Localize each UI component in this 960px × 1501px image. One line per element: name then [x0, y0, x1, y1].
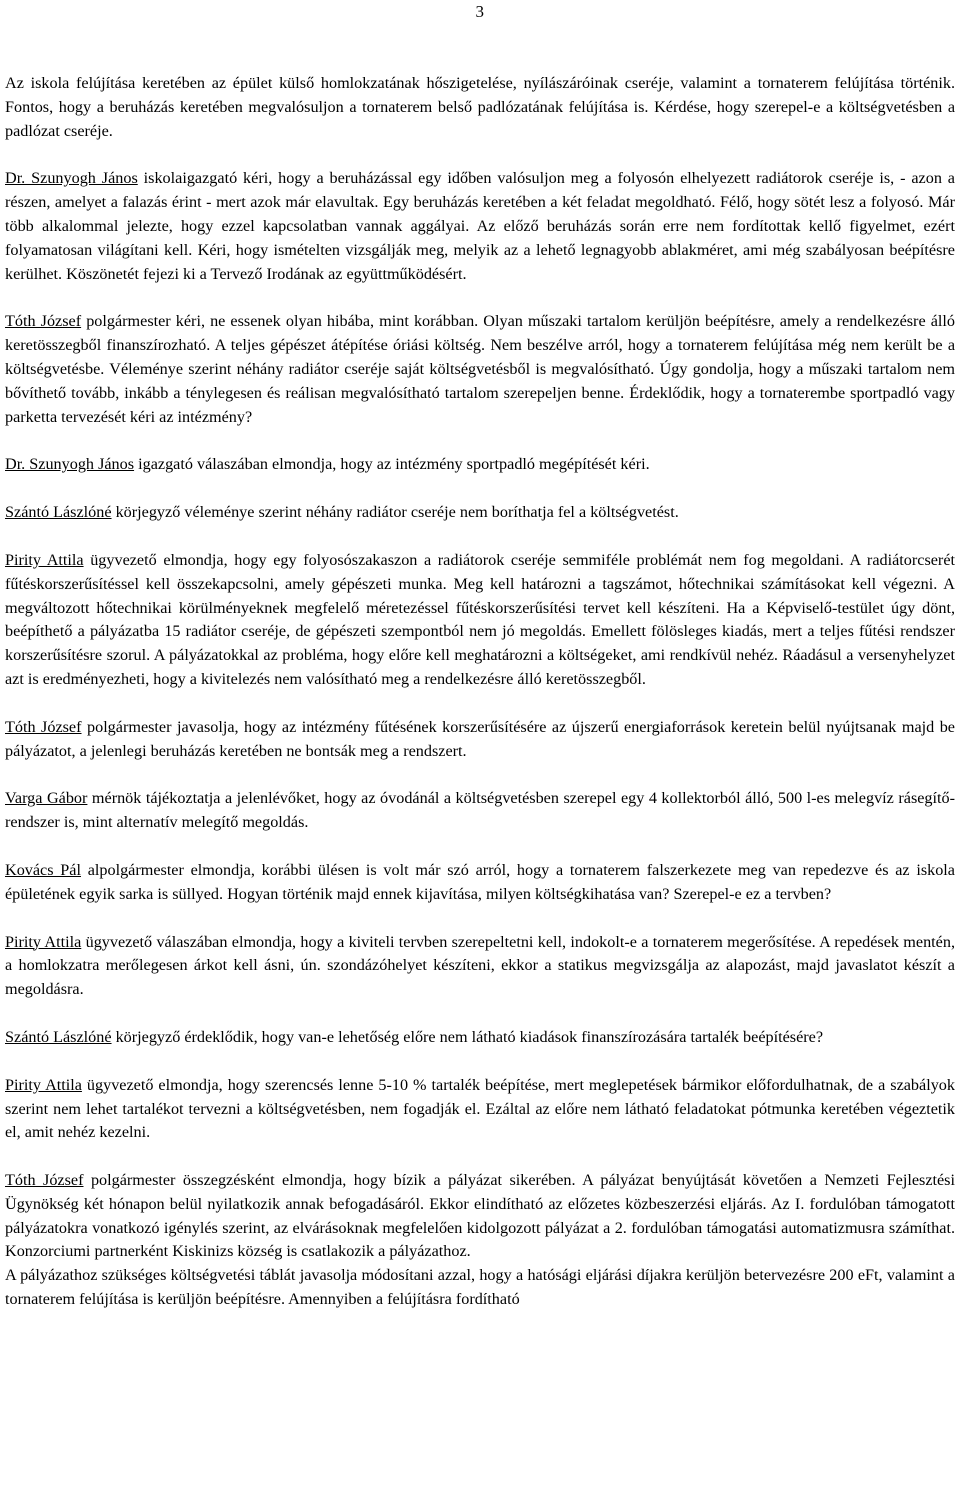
paragraph-intro [5, 72, 955, 143]
speaker-name: Dr. Szunyogh János [5, 169, 138, 188]
paragraph-speech [5, 1074, 955, 1145]
speaker-name: Tóth József [5, 312, 82, 331]
speaker-name: Kovács Pál [5, 860, 81, 879]
speaker-name: Pirity Attila [5, 932, 82, 951]
paragraph-text: igazgató válaszában elmondja, hogy az intézmény sportpadló megépítését kéri. [134, 455, 650, 474]
paragraph-text: alpolgármester elmondja, korábbi ülésen is volt már szó arról, hogy a tornaterem falszerkezete meg van repedezve és az iskola épületének egyik sarka is süllyed. Hogyan történik majd ennek kijavítása, milyen költségkihatása van? Szerepel-e ez a tervben? [5, 860, 955, 903]
speaker-name: Tóth József [5, 717, 82, 736]
paragraph-speech [5, 1026, 955, 1050]
paragraph-text: körjegyző véleménye szerint néhány radiátor cseréje nem boríthatja fel a költségvetést. [111, 503, 679, 522]
paragraph-text: ügyvezető elmondja, hogy szerencsés lenne 5-10 % tartalék beépítése, mert meglepetések bármikor előfordulhatnak, de a szabályok szerint nem lehet tartalékot tervezni a költségvetésben, nem fogadják el. Ezáltal az előre nem látható feladatokat pótmunka keretében végeztetik el, amit nehéz kezelni. [5, 1075, 955, 1142]
speaker-name: Szántó Lászlóné [5, 503, 112, 522]
paragraph-text: ügyvezető elmondja, hogy egy folyosószakaszon a radiátorok cseréje semmiféle problémát nem fog megoldani. A radiátorcserét fűtéskorszerűsítéssel kell összekapcsolni, amely gépészeti munka. Meg kell határozni a tagszámot, hőtechnikai számításokat kell végezni. A megváltozott hőtechnikai körülményeknek megfelelő méretezéssel fűtéskorszerűsítési tervet kell készíteni. Ha a Képviselő-testület úgy dönt, beépíthető a pályázatba 15 radiátor cseréje, de gépészeti szempontból nem jó megoldás. Emellett fölösleges kiadás, mert a teljes fűtési rendszer korszerűsítésre szorul. A pályázatokkal az probléma, hogy előre kell meghatározni a költségeket, ami rendkívül nehéz. Ráadásul a versenyhelyzet azt is eredményezheti, hogy a kivitelezés nem valósítható meg a rendelkezésre álló keretösszegből. [5, 550, 956, 688]
paragraph-text: iskolaigazgató kéri, hogy a beruházással egy időben valósuljon meg a folyosón elhelyezett radiátorok cseréje is, - azon a részen, amelyet a falazás érint - mert azok már elavultak. Egy beruházás keretében a két feladat megoldható. Félő, hogy sötét lesz a folyosó. Már több alkalommal jelezte, hogy ezzel kapcsolatban vannak aggályai. Az előző beruházás során erre nem fordítottak kellő figyelmet, ezért folyamatosan világítani kell. Kéri, hogy ismételten vizsgálják meg, melyik az a lehető legnagyobb ablakméret, ami még szabályosan beépítésre kerülhet. Köszönetét fejezi ki a Tervező Irodának az együttműködésért. [5, 169, 955, 283]
paragraph-text: mérnök tájékoztatja a jelenlévőket, hogy az óvodánál a költségvetésben szerepel egy 4 kollektorból álló, 500 l-es melegvíz rásegítő-rendszer is, mint alternatív melegítő megoldás. [5, 789, 955, 832]
paragraph-speech [5, 310, 955, 429]
paragraph-speech [5, 787, 955, 835]
paragraph-continuation [5, 1264, 955, 1312]
speaker-name: Szántó Lászlóné [5, 1027, 112, 1046]
paragraph-text: polgármester javasolja, hogy az intézmény fűtésének korszerűsítésére az újszerű energiaforrások keretein belül nyújtsanak majd be pályázatot, a jelenlegi beruházás keretében ne bontsák meg a rendszert. [5, 717, 955, 760]
speaker-name: Dr. Szunyogh János [5, 455, 135, 474]
paragraph-speech [5, 859, 955, 907]
paragraph-text: polgármester összegzésként elmondja, hogy bízik a pályázat sikerében. A pályázat benyújtását követően a Nemzeti Fejlesztési Ügynökség két hónapon belül nyilatkozik annak befogadásáról. Ekkor elindítható az előzetes közbeszerzési eljárás. Az I. fordulóban támogatott pályázatokra vonatkozó igénylés szerint, az elvárásoknak megfelelően kidolgozott pályázat a 2. fordulóban támogatási automatizmusra számíthat. Konzorciumi partnerként Kiskinizs község is csatlakozik a pályázathoz. [5, 1171, 955, 1261]
paragraph-text: körjegyző érdeklődik, hogy van-e lehetőség előre nem látható kiadások finanszírozására tartalék beépítésére? [111, 1027, 824, 1046]
paragraph-text: ügyvezető válaszában elmondja, hogy a kiviteli tervben szerepeltetni kell, indokolt-e a tornaterem megerősítése. A repedések mentén, a homlokzatra merőlegesen árkot kell ásni, ún. szondázóhelyet készíteni, ekkor a statikus megvizsgálja az alapozást, majd javaslatot készít a megoldásra. [5, 932, 956, 999]
speaker-name: Pirity Attila [5, 550, 84, 569]
paragraph-speech [5, 501, 955, 525]
speaker-name: Varga Gábor [5, 789, 88, 808]
page-number: 3 [475, 2, 484, 21]
speaker-name: Tóth József [5, 1171, 84, 1190]
paragraph-speech [5, 1169, 955, 1264]
paragraph-speech [5, 931, 955, 1002]
paragraph-text: A pályázathoz szükséges költségvetési táblát javasolja módosítani azzal, hogy a hatósági eljárási díjakra kerüljön betervezésre 200 eFt, valamint a tornaterem felújítása is kerüljön beépítésre. Amennyiben a felújításra fordítható [5, 1266, 955, 1309]
paragraph-speech [5, 549, 955, 692]
paragraph-speech [5, 453, 955, 477]
paragraph-text: Az iskola felújítása keretében az épület külső homlokzatának hőszigetelése, nyílászáróinak cseréje, valamint a tornaterem felújítása történik. Fontos, hogy a beruházás keretében megvalósuljon a tornaterem belső padlózatának felújítása is. Kérdése, hogy szerepel-e a költségvetésben a padlózat cseréje. [5, 74, 955, 140]
paragraph-speech [5, 716, 955, 764]
paragraph-text: polgármester kéri, ne essenek olyan hibába, mint korábban. Olyan műszaki tartalom kerüljön beépítésre, amely a rendelkezésre álló keretösszegből finanszírozható. A teljes gépészet átépítése óriási költség. Nem beszélve arról, hogy a tornaterem felújítása még nem került be a költségvetésbe. Véleménye szerint néhány radiátor cseréje saját költségvetésből is megvalósítható. Úgy gondolja, hogy a műszaki tartalom nem bővíthető tovább, inkább a ténylegesen és reálisan megvalósítható tartalom szerepeljen benne. Érdeklődik, hogy a tornaterembe sportpadló vagy parketta tervezését kéri az intézmény? [5, 312, 955, 426]
paragraph-speech [5, 167, 955, 286]
speaker-name: Pirity Attila [5, 1075, 82, 1094]
document-body [5, 72, 955, 1312]
